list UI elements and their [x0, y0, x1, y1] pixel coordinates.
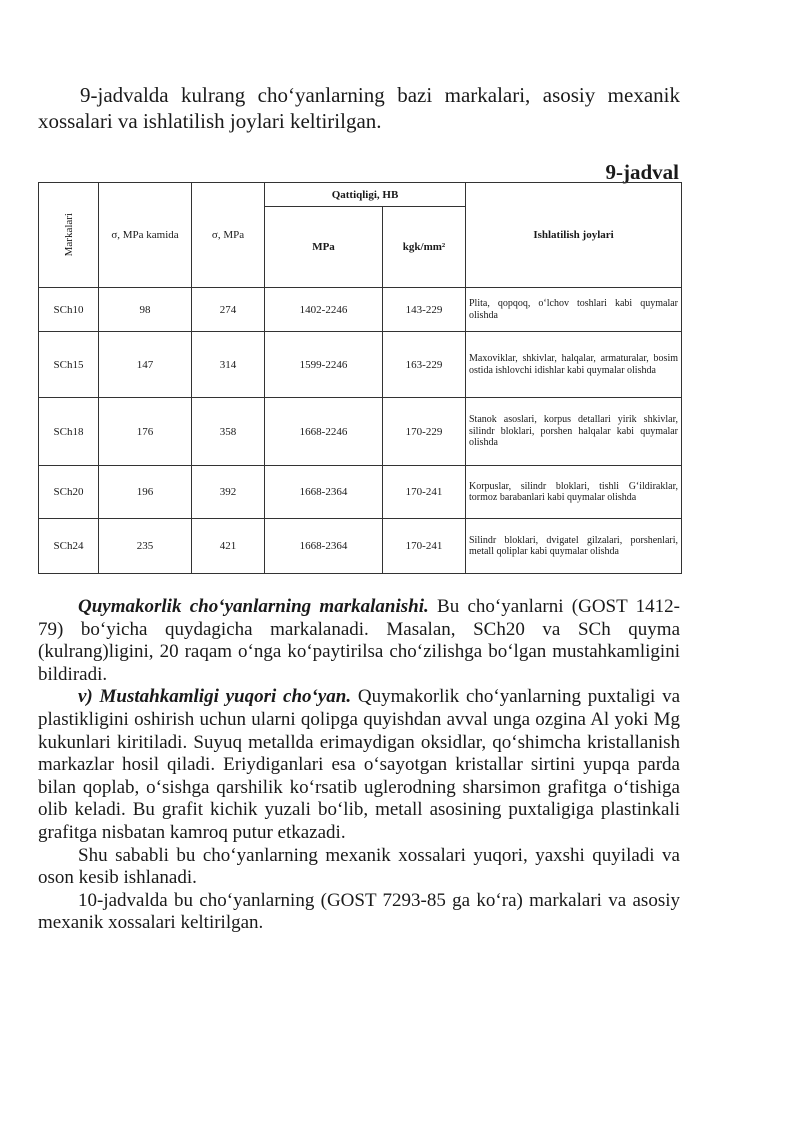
cell-mpa: 1668-2364 [265, 519, 383, 574]
table-row [39, 519, 682, 574]
paragraph [38, 686, 680, 844]
cell-usage: Silindr bloklari, dvigatel gilzalari, porshenlari, metall qoliplar kabi quymalar olishda [466, 519, 682, 574]
paragraph-text: Quymakorlik cho‘yanlarning puxtaligi va plastikligini oshirish uchun ularni qolipga quyishdan avval unga ozgina Al yoki Mg kukunlari kiritiladi. Suyuq metallda erimaydigan oksidlar, qo‘shimcha kristallanish markazlar hosil qiladi. Eriydiganlari esa o‘sayotgan kristallar sirtini yupqa parda bilan qoplab, o‘sishga qarshilik ko‘rsatib uglerodning sharsimon grafitga o‘tishiga olib keladi. Bu grafit kichik yuzali bo‘lib, metall asosining puxtaligiga plastinkali grafitga nisbatan kamroq putur etkazadi. [38, 686, 680, 843]
cell-kgk: 170-241 [383, 519, 466, 574]
cell-mpa: 1668-2364 [265, 466, 383, 519]
paragraph-text: 10-jadvalda bu cho‘yanlarning (GOST 7293-85 ga ko‘ra) markalari va asosiy mexanik xossalari keltirilgan. [38, 889, 680, 934]
cell-marka: SCh18 [39, 398, 99, 466]
paragraph-text: Shu sababli bu cho‘yanlarning mexanik xossalari yuqori, yaxshi quyiladi va oson kesib ishlanadi. [38, 844, 680, 889]
cell-sigma-b: 98 [99, 288, 192, 332]
cell-usage: Maxoviklar, shkivlar, halqalar, armaturalar, bosim ostida ishlovchi idishlar kabi quymalar olishda [466, 332, 682, 398]
header-marka-label: Markalari [62, 213, 75, 257]
paragraph [38, 890, 680, 935]
cell-usage: Plita, qopqoq, o‘lchov toshlari kabi quymalar olishda [466, 288, 682, 332]
cell-mpa: 1402-2246 [265, 288, 383, 332]
paragraph [38, 596, 680, 686]
header-mpa: MPa [265, 207, 383, 288]
cell-mpa: 1668-2246 [265, 398, 383, 466]
cell-sigma-b: 196 [99, 466, 192, 519]
cell-marka: SCh10 [39, 288, 99, 332]
cell-marka: SCh24 [39, 519, 99, 574]
header-sigma-t: σ, MPa [192, 183, 265, 288]
paragraph-text: Bu cho‘yanlarni (GOST 1412-79) bo‘yicha quydagicha markalanadi. Masalan, SCh20 va SCh quyma (kulrang)ligini, 20 raqam o‘nga ko‘paytirilsa cho‘zilishga bo‘lgan mustahkamligini bildiradi. [38, 596, 680, 685]
cell-kgk: 163-229 [383, 332, 466, 398]
body-text [38, 596, 680, 935]
cell-kgk: 170-241 [383, 466, 466, 519]
cell-usage: Korpuslar, silindr bloklari, tishli G‘ildiraklar, tormoz barabanlari kabi quymalar olishda [466, 466, 682, 519]
cell-sigma-b: 235 [99, 519, 192, 574]
table-row [39, 398, 682, 466]
table-title: 9-jadval [605, 160, 679, 184]
header-sigma-b: σ, MPa kamida [99, 183, 192, 288]
table-header-row [39, 183, 682, 207]
intro-paragraph: 9-jadvalda kulrang cho‘yanlarning bazi markalari, asosiy mexanik xossalari va ishlatilish joylari keltirilgan. [38, 83, 680, 133]
cell-sigma-b: 176 [99, 398, 192, 466]
cell-kgk: 143-229 [383, 288, 466, 332]
cell-marka: SCh20 [39, 466, 99, 519]
header-hardness: Qattiqligi, HB [265, 183, 466, 207]
cell-sigma-t: 314 [192, 332, 265, 398]
cell-sigma-t: 274 [192, 288, 265, 332]
header-usage: Ishlatilish joylari [466, 183, 682, 288]
cell-sigma-t: 358 [192, 398, 265, 466]
table-row [39, 466, 682, 519]
table-row [39, 332, 682, 398]
paragraph [38, 845, 680, 890]
paragraph-heading: Quymakorlik cho‘yanlarning markalanishi. [78, 596, 429, 617]
cell-kgk: 170-229 [383, 398, 466, 466]
cell-sigma-t: 421 [192, 519, 265, 574]
cell-mpa: 1599-2246 [265, 332, 383, 398]
cell-marka: SCh15 [39, 332, 99, 398]
cell-usage: Stanok asoslari, korpus detallari yirik shkivlar, silindr bloklari, porshen halqalar kabi quymalar olishda [466, 398, 682, 466]
paragraph-heading: v) Mustahkamligi yuqori cho‘yan. [78, 686, 352, 708]
table-row [39, 288, 682, 332]
header-kgk: kgk/mm² [383, 207, 466, 288]
properties-table [38, 182, 682, 574]
header-marka [39, 183, 99, 288]
cell-sigma-b: 147 [99, 332, 192, 398]
cell-sigma-t: 392 [192, 466, 265, 519]
